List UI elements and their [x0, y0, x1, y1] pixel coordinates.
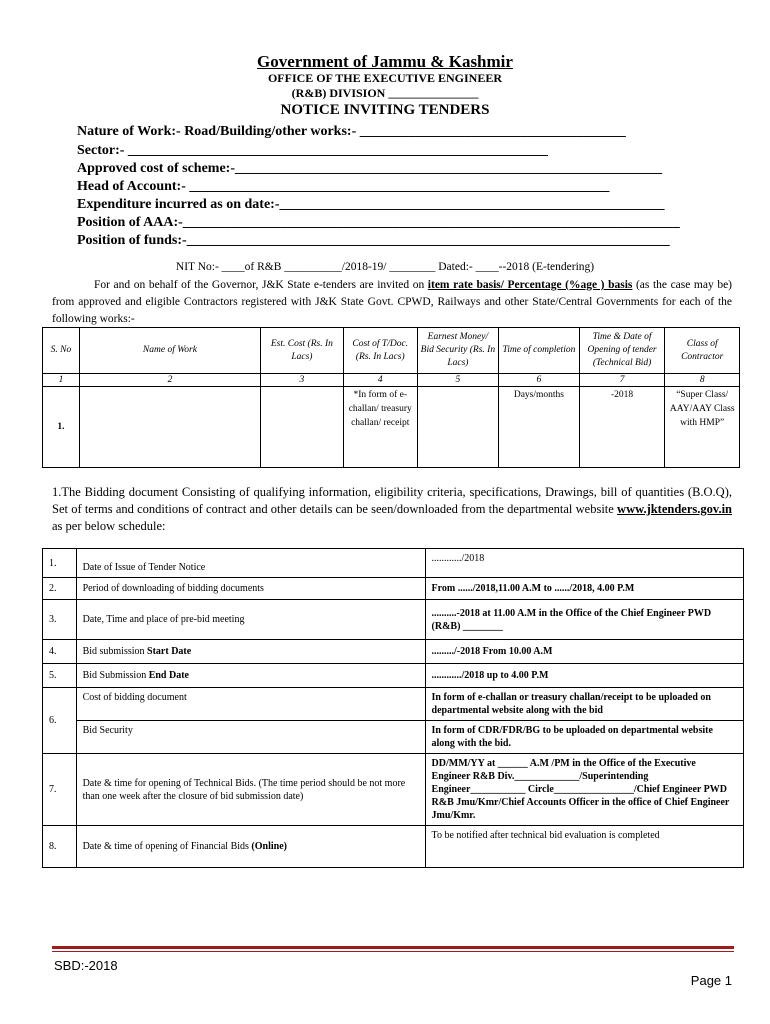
schedule-item — [76, 640, 425, 664]
schedule-detail: From ....../2018,11.00 A.M to ....../2018, 4.00 P.M — [425, 578, 743, 600]
schedule-no: 1. — [43, 549, 77, 578]
col-header-opening-date: Time & Date of Opening of tender (Technical Bid) — [579, 328, 665, 374]
col-number: 3 — [260, 374, 343, 387]
nit-number-line: NIT No:- ____of R&B __________/2018-19/ ________ Dated:- ____--2018 (E-tendering) — [175, 261, 595, 273]
field-position-funds: Position of funds:-_____________________________________________________________________ — [77, 233, 670, 248]
work-cost-tdoc: *In form of e-challan/ treasury challan/ receipt — [343, 387, 417, 468]
schedule-no: 8. — [43, 826, 77, 868]
work-earnest-money — [417, 387, 498, 468]
intro-text-1: For and on behalf of the Governor, J&K State e-tenders are invited on — [94, 279, 428, 291]
field-approved-cost: Approved cost of scheme:-_____________________________________________________________ — [77, 161, 662, 176]
schedule-row — [43, 754, 744, 826]
schedule-row — [43, 826, 744, 868]
schedule-item: Cost of bidding document — [76, 688, 425, 721]
schedule-table — [42, 548, 744, 868]
bidding-text-1: 1.The Bidding document Consisting of qualifying information, eligibility criteria, specifications, Drawings, bill of quantities (B.O.Q), Set of terms and conditions of contract and other details can be seen/downloaded from the departmental website — [52, 485, 732, 516]
col-header-class: Class of Contractor — [665, 328, 740, 374]
schedule-no: 4. — [43, 640, 77, 664]
website-link[interactable]: www.jktenders.gov.in — [617, 502, 732, 516]
work-est-cost — [260, 387, 343, 468]
field-nature-of-work: Nature of Work:- Road/Building/other works:- ______________________________________ — [77, 124, 626, 139]
schedule-item: Date & time for opening of Technical Bids. (The time period should be not more than one week after the closure of bid submission date) — [76, 754, 425, 826]
col-number: 4 — [343, 374, 417, 387]
col-header-est-cost: Est. Cost (Rs. In Lacs) — [260, 328, 343, 374]
field-expenditure: Expenditure incurred as on date:-_______________________________________________________ — [77, 197, 665, 212]
schedule-row — [43, 688, 744, 721]
schedule-detail: ............/2018 up to 4.00 P.M — [425, 664, 743, 688]
schedule-item-bold: End Date — [148, 670, 189, 681]
schedule-item-bold: Start Date — [147, 646, 192, 657]
division-heading: (R&B) DIVISION _______________ — [291, 86, 479, 100]
works-table — [42, 327, 740, 468]
intro-paragraph — [52, 277, 732, 328]
schedule-detail: In form of CDR/FDR/BG to be uploaded on departmental website along with the bid. — [425, 721, 743, 754]
schedule-detail: ............/2018 — [425, 549, 743, 578]
field-position-aaa: Position of AAA:-_______________________________________________________________________ — [77, 215, 680, 230]
schedule-row — [43, 600, 744, 640]
schedule-detail: ........./-2018 From 10.00 A.M — [425, 640, 743, 664]
schedule-no: 6. — [43, 688, 77, 754]
bidding-text-2: as per below schedule: — [52, 519, 166, 533]
col-number: 5 — [417, 374, 498, 387]
col-number: 1 — [43, 374, 80, 387]
bidding-paragraph — [52, 484, 732, 535]
col-number: 6 — [499, 374, 580, 387]
footer-rule — [52, 946, 734, 949]
intro-text-2: (as the case may be) from approved and eligible Contractors registered with J&K State Govt. CPWD, Railways and other State/Central Governments for each of the following works:- — [52, 279, 732, 325]
page-title: Government of Jammu & Kashmir — [257, 52, 513, 71]
schedule-row — [43, 640, 744, 664]
office-heading: OFFICE OF THE EXECUTIVE ENGINEER — [267, 71, 503, 85]
schedule-detail: DD/MM/YY at ______ A.M /PM in the Office of the Executive Engineer R&B Div._____________/Superintending Engineer___________ Circle________________/Chief Engineer PWD R&B Jmu/Kmr/Chief Accounts Officer in the office of Chief Engineer Jmu/Kmr. — [425, 754, 743, 826]
schedule-row — [43, 549, 744, 578]
work-opening-date: -2018 — [579, 387, 665, 468]
col-number: 8 — [665, 374, 740, 387]
work-name — [79, 387, 260, 468]
field-sector: Sector:- ____________________________________________________________ — [77, 143, 548, 158]
notice-heading: NOTICE INVITING TENDERS — [280, 102, 490, 118]
col-number: 2 — [79, 374, 260, 387]
schedule-row — [43, 721, 744, 754]
work-class: “Super Class/ AAY/AAY Class with HMP” — [665, 387, 740, 468]
work-time-of-completion: Days/months — [499, 387, 580, 468]
schedule-item-prefix: Bid submission — [82, 646, 148, 657]
schedule-no: 3. — [43, 600, 77, 640]
schedule-item — [76, 664, 425, 688]
col-header-name-of-work: Name of Work — [79, 328, 260, 374]
schedule-no: 7. — [43, 754, 77, 826]
schedule-item: Date of Issue of Tender Notice — [76, 549, 425, 578]
footer-sbd: SBD:-2018 — [54, 958, 118, 973]
schedule-detail: ..........-2018 at 11.00 A.M in the Office of the Chief Engineer PWD (R&B) ________ — [425, 600, 743, 640]
schedule-item: Bid Security — [76, 721, 425, 754]
schedule-item — [76, 826, 425, 868]
intro-emphasis: item rate basis/ Percentage (%age ) basis — [427, 279, 633, 291]
schedule-item: Date, Time and place of pre-bid meeting — [76, 600, 425, 640]
schedule-item-prefix: Date & time of opening of Financial Bids — [82, 841, 252, 852]
schedule-detail: In form of e-challan or treasury challan/receipt to be uploaded on departmental website along with the bid — [425, 688, 743, 721]
col-header-cost-tdoc: Cost of T/Doc. (Rs. In Lacs) — [343, 328, 417, 374]
page-number: Page 1 — [690, 973, 732, 988]
schedule-row — [43, 578, 744, 600]
schedule-item-prefix: Bid Submission — [82, 670, 149, 681]
field-head-of-account: Head of Account:- ____________________________________________________________ — [77, 179, 610, 194]
schedule-no: 2. — [43, 578, 77, 600]
schedule-item-bold: (Online) — [251, 841, 287, 852]
col-header-time-of-completion: Time of completion — [499, 328, 580, 374]
col-header-earnest-money: Earnest Money/ Bid Security (Rs. In Lacs) — [417, 328, 498, 374]
work-sno: 1. — [43, 387, 80, 468]
footer-rule-thin — [52, 951, 734, 952]
schedule-item: Period of downloading of bidding documents — [76, 578, 425, 600]
col-header-sno: S. No — [43, 328, 80, 374]
col-number: 7 — [579, 374, 665, 387]
schedule-detail: To be notified after technical bid evaluation is completed — [425, 826, 743, 868]
schedule-no: 5. — [43, 664, 77, 688]
schedule-row — [43, 664, 744, 688]
